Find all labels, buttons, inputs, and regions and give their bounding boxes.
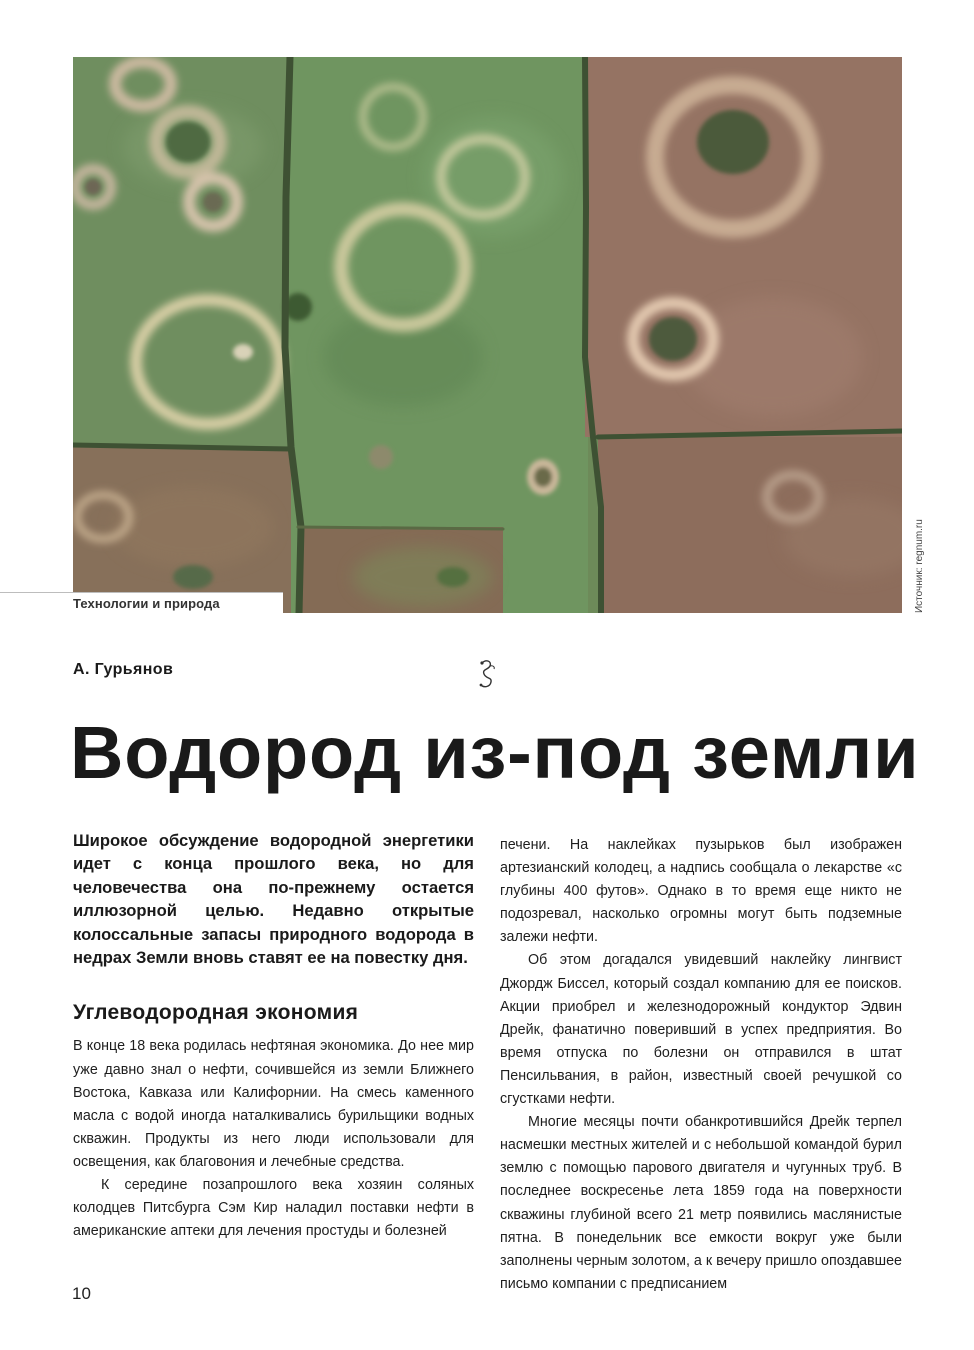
author-name: А. Гурьянов <box>73 661 174 678</box>
body-paragraph: Об этом догадался увидевший наклейку лингвист Джордж Биссел, который создал компанию для ее поисков. Акции приобрел и железнодорожный кондуктор Эдвин Дрейк, фанатично поверивший в успех предприятия. Во время отпуска по болезни он отправился в штат Пенсильвания, в район, известный своей речушкой со сгустками нефти. <box>500 952 902 1108</box>
photo-credit: Источник: regnum.ru <box>914 519 925 613</box>
left-column <box>73 829 474 1243</box>
section-subheading: Углеводородная экономия <box>73 1001 359 1025</box>
body-paragraph: В конце 18 века родилась нефтяная экономика. До нее мир уже давно знал о нефти, сочившейся из земли Ближнего Востока, Кавказа или Калифорнии. На смесь каменного масла с водой иногда наталкивались бурильщики водных скважин. Продукты из него люди использовали для освещения, как благовония и лечебные средства. <box>73 1038 474 1170</box>
ornament-icon <box>476 657 498 691</box>
hedge-mid-horizontal <box>298 527 503 529</box>
aerial-photo <box>73 57 902 613</box>
body-paragraph: печени. На наклейках пузырьков был изображен артезианский колодец, а надпись сообщала о лекарстве «с глубины 400 футов». Однако в то время еще никто не подозревал, насколько огромны могут быть подземные залежи нефти. <box>500 837 902 946</box>
lead-paragraph: Широкое обсуждение водородной энергетики идет с конца прошлого века, но для человечества она по-прежнему остается иллюзорной целью. Недавно открытые колоссальные запасы природного водорода в недрах Земли вновь ставят ее на повестку дня. <box>73 831 474 968</box>
right-column <box>500 834 902 1296</box>
article-title: Водород из-под земли <box>70 711 920 794</box>
body-paragraph: Многие месяцы почти обанкротившийся Дрейк терпел насмешки местных жителей и с небольшой командой бурил землю с помощью парового двигателя и чугунных труб. В последнее воскресенье лета 1859 года на поверхности скважины глубиной всего 21 метр появились маслянистые пятна. В понедельник все емкости вокруг уже были заполнены черным золотом, а к вечеру пришло опоздавшее письмо компании с предписанием <box>500 1114 902 1292</box>
page-number: 10 <box>72 1284 91 1303</box>
body-paragraph: К середине позапрошлого века хозяин соляных колодцев Питсбурга Сэм Кир наладил поставки нефти в американские аптеки для лечения простуды и болезней <box>73 1177 474 1240</box>
section-label: Технологии и природа <box>0 592 283 613</box>
